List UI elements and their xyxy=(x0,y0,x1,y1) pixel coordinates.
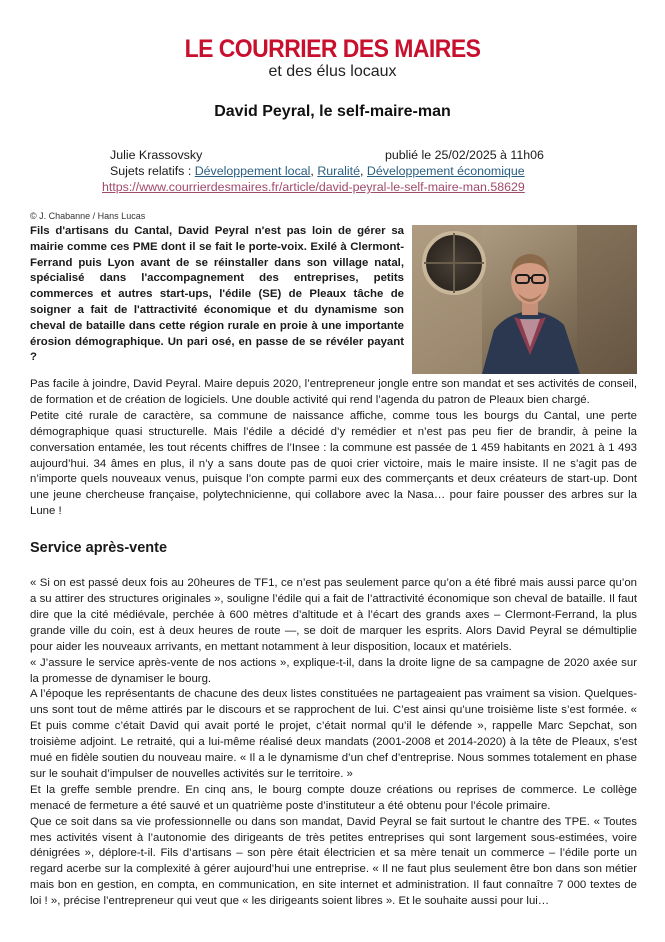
article-url-link[interactable]: https://www.courrierdesmaires.fr/article/david-peyral-le-self-maire-man.58629 xyxy=(102,180,525,194)
portrait-photo xyxy=(412,225,637,374)
related-subjects: Sujets relatifs : Développement local, Ruralité, Développement économique xyxy=(110,164,525,178)
brand-logo: LE COURRIER DES MAIRES xyxy=(184,35,481,63)
paragraph: Pas facile à joindre, David Peyral. Maire depuis 2020, l’entrepreneur jongle entre son mandat et ses activités de conseil, de formation et de création de logiciels. Une double activité qui rend l’agenda du patron de Pleaux bien chargé. xyxy=(30,378,637,406)
masthead xyxy=(0,36,665,81)
publish-date: publié le 25/02/2025 à 11h06 xyxy=(385,148,544,162)
paragraph: Que ce soit dans sa vie professionnelle ou dans son mandat, David Peyral se fait surtout le chantre des TPE. « Toutes mes activités visent à l’autonomie des dirigeants de très petites entreprises qui sont largement sous-estimées, voire dénigrées », déplore-t-il. Fils d’artisans – son père était électricien et sa mère tenait un commerce – l’édile porte un regard acerbe sur la complexité à gérer aujourd’hui une entreprise. « Il ne faut plus seulement être bon dans son métier mais bon en gestion, en compta, en communication, en site internet et administration. Il faut connaître 7 000 textes de loi ! », précise l’entrepreneur qui veut que « les dirigeants soient libres ». Et le souhaite aussi pour lui… xyxy=(30,815,637,908)
paragraph: « Si on est passé deux fois au 20heures de TF1, ce n’est pas seulement parce qu’on a été fibré mais aussi parce qu’on a su attirer des structures originales », souligne l’édile qui a fait de l’attractivité économique son cheval de bataille. Il faut dire que la cité médiévale, perchée à 600 mètres d’altitude et à l’écart des grands axes – Clermont-Ferrand, la plus grande ville du coin, est à deux heures de route —, se doit de marquer les esprits. Alors David Peyral se démultiplie pour aider les nouveaux arrivants, en mettant notamment à leur disposition, locaux et matériels. xyxy=(30,577,637,653)
subject-link-developpement-economique[interactable]: Développement économique xyxy=(366,164,525,178)
subject-link-developpement-local[interactable]: Développement local xyxy=(194,164,311,178)
article-body xyxy=(30,377,637,910)
article-meta xyxy=(102,147,580,195)
paragraph: A l’époque les représentants de chacune des deux listes constituées ne partageaient pas vraiment sa vision. Quelques-uns sont tout de même attirés par le discours et se rapprochent de lui. C’est ainsi qu’une troisième liste s’est formée. « Et puis comme c’était David qui avait porté le projet, c’était normal qu’il le défende », rappelle Marc Sepchat, son troisième adjoint. Le retraité, qui a lui-même réalisé deux mandats (2001-2008 et 2014-2020) à la tête de Pleaux, s’est mué en fidèle soutien du nouveau maire. « Il a le dynamisme d’un chef d’entreprise. Nous sommes totalement en phase sur le souhait d’impulser de nouvelles activités sur le territoire. » xyxy=(30,688,637,780)
portrait-photo-illustration xyxy=(412,225,637,374)
section-heading: Service après-vente xyxy=(30,540,168,557)
paragraph: Petite cité rurale de caractère, sa commune de naissance affiche, comme tous les bourgs du Cantal, une perte démographique quasi structurelle. Mais l’édile a décidé d’y remédier et n’est pas peu fier de brandir, à peine la conversation entamée, les tout récents chiffres de l’Insee : la commune est passée de 1 459 habitants en 2021 à 1 493 aujourd’hui. 34 âmes en plus, il n’y a sans doute pas de quoi crier victoire, mais le maire insiste. Il ne s’agit pas de n’importe quels nouveaux venus, puisque l’on compte parmi eux des commerçants et deux créateurs de start-up. Dont une jeune chercheuse française, polytechnicienne, qui collabore avec la Nasa… pour faire pousser des arbres sur la Lune ! xyxy=(30,409,637,518)
subjects-label: Sujets relatifs : xyxy=(110,164,195,178)
brand-subtitle: et des élus locaux xyxy=(268,63,397,80)
article-lead: Fils d'artisans du Cantal, David Peyral n'est pas loin de gérer sa mairie comme ces PME dont il se fait le porte-voix. Exilé à Clermont-Ferrand puis Lyon avant de se réinstaller dans son village natal, spécialisé dans l'accompagnement des entreprises, petits commerces et autres start-ups, l'édile (SE) de Pleaux tâche de soigner a fait de l'attractivité économique et du dynamisme son cheval de bataille dans cette région rurale en proie à une importante érosion démographique. Un pari osé, en passe de se révéler payant ? xyxy=(30,225,404,364)
subject-link-ruralite[interactable]: Ruralité xyxy=(317,164,361,178)
paragraph: « J’assure le service après-vente de nos actions », explique-t-il, dans la droite ligne de sa campagne de 2020 axée sur la promesse de dynamiser le bourg. xyxy=(30,656,637,685)
paragraph: Et la greffe semble prendre. En cinq ans, le bourg compte douze créations ou reprises de commerce. Le collège menacé de fermeture a été sauvé et un quatrième poste d’instituteur a été obtenu pour l’école primaire. xyxy=(30,783,637,812)
author-name: Julie Krassovsky xyxy=(110,148,203,162)
photo-credit: © J. Chabanne / Hans Lucas xyxy=(30,211,146,221)
article-title: David Peyral, le self-maire-man xyxy=(214,103,451,120)
